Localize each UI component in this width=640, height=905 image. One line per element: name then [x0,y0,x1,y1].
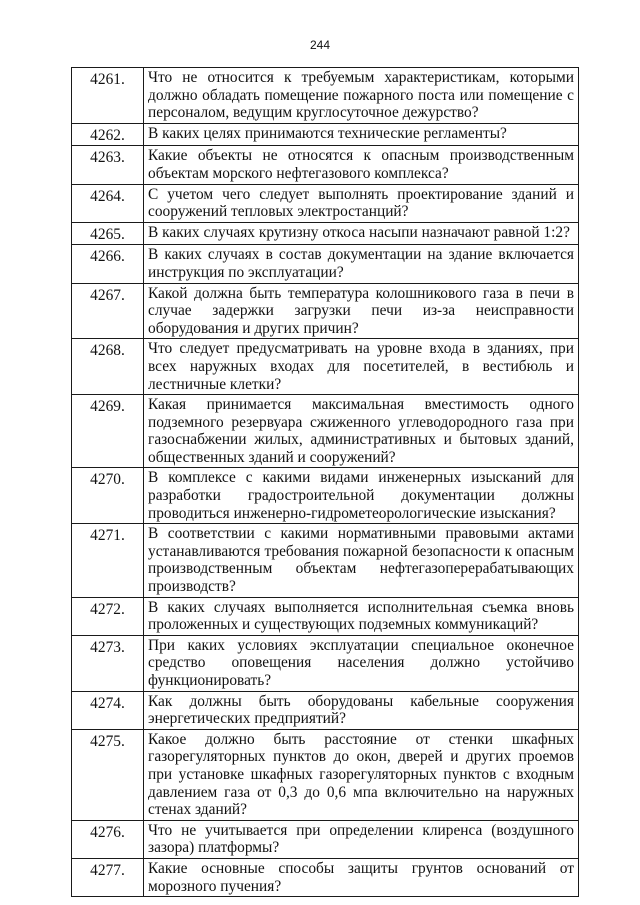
table-row [72,635,579,691]
question-number: 4266. [72,245,144,283]
table-row [72,222,579,245]
question-text: Как должны быть оборудованы кабельные сооружения энергетических предприятий? [144,691,579,729]
question-number: 4268. [72,339,144,395]
question-number: 4263. [72,146,144,184]
question-text: Какое должно быть расстояние от стенки шкафных газорегуляторных пунктов до окон, дверей и других проемов при установке шкафных газорегуляторных пунктов с входным давлением газа от 0,3 до 0,6 мпа включительно на наружных стенах зданий? [144,729,579,820]
table-row [72,691,579,729]
table-row [72,524,579,597]
question-number: 4261. [72,68,144,124]
question-number: 4269. [72,395,144,468]
question-number: 4262. [72,123,144,146]
question-text: Какие основные способы защиты грунтов оснований от морозного пучения? [144,858,579,896]
table-row [72,858,579,896]
question-text: Какие объекты не относятся к опасным производственным объектам морского нефтегазового комплекса? [144,146,579,184]
question-text: В комплексе с какими видами инженерных изысканий для разработки градостроительной документации должны проводиться инженерно-гидрометеорологические изыскания? [144,468,579,524]
question-number: 4272. [72,597,144,635]
table-row [72,597,579,635]
table-row [72,245,579,283]
question-text: Что не учитывается при определении клиренса (воздушного зазора) платформы? [144,820,579,858]
table-row [72,184,579,222]
question-number: 4277. [72,858,144,896]
table-row [72,123,579,146]
question-text: Что следует предусматривать на уровне входа в зданиях, при всех наружных входах для посетителей, в вестибюль и лестничные клетки? [144,339,579,395]
question-number: 4273. [72,635,144,691]
table-row [72,68,579,124]
question-number: 4271. [72,524,144,597]
table-row [72,729,579,820]
question-number: 4265. [72,222,144,245]
question-number: 4267. [72,283,144,339]
question-text: В каких целях принимаются технические регламенты? [144,123,579,146]
question-number: 4270. [72,468,144,524]
table-row [72,146,579,184]
question-text: В соответствии с какими нормативными правовыми актами устанавливаются требования пожарной безопасности к опасным производственным объектам нефтегазоперерабатывающих производств? [144,524,579,597]
question-text: В каких случаях выполняется исполнительная съемка вновь проложенных и существующих подземных коммуникаций? [144,597,579,635]
question-text: В каких случаях в состав документации на здание включается инструкция по эксплуатации? [144,245,579,283]
question-text: При каких условиях эксплуатации специальное оконечное средство оповещения населения должно устойчиво функционировать? [144,635,579,691]
question-text: Какая принимается максимальная вместимость одного подземного резервуара сжиженного углеводородного газа при газоснабжении жилых, административных и бытовых зданий, общественных зданий и сооружений? [144,395,579,468]
question-text: Какой должна быть температура колошникового газа в печи в случае задержки загрузки печи из-за неисправности оборудования и других причин? [144,283,579,339]
question-number: 4274. [72,691,144,729]
table-row [72,820,579,858]
table-row [72,283,579,339]
question-number: 4275. [72,729,144,820]
table-row [72,468,579,524]
question-text: В каких случаях крутизну откоса насыпи назначают равной 1:2? [144,222,579,245]
questions-table [71,67,579,897]
table-row [72,339,579,395]
question-number: 4264. [72,184,144,222]
question-text: С учетом чего следует выполнять проектирование зданий и сооружений тепловых электростанций? [144,184,579,222]
question-text: Что не относится к требуемым характеристикам, которыми должно обладать помещение пожарного поста или помещение с персоналом, ведущим круглосуточное дежурство? [144,68,579,124]
page-number: 244 [309,38,331,52]
table-row [72,395,579,468]
question-number: 4276. [72,820,144,858]
